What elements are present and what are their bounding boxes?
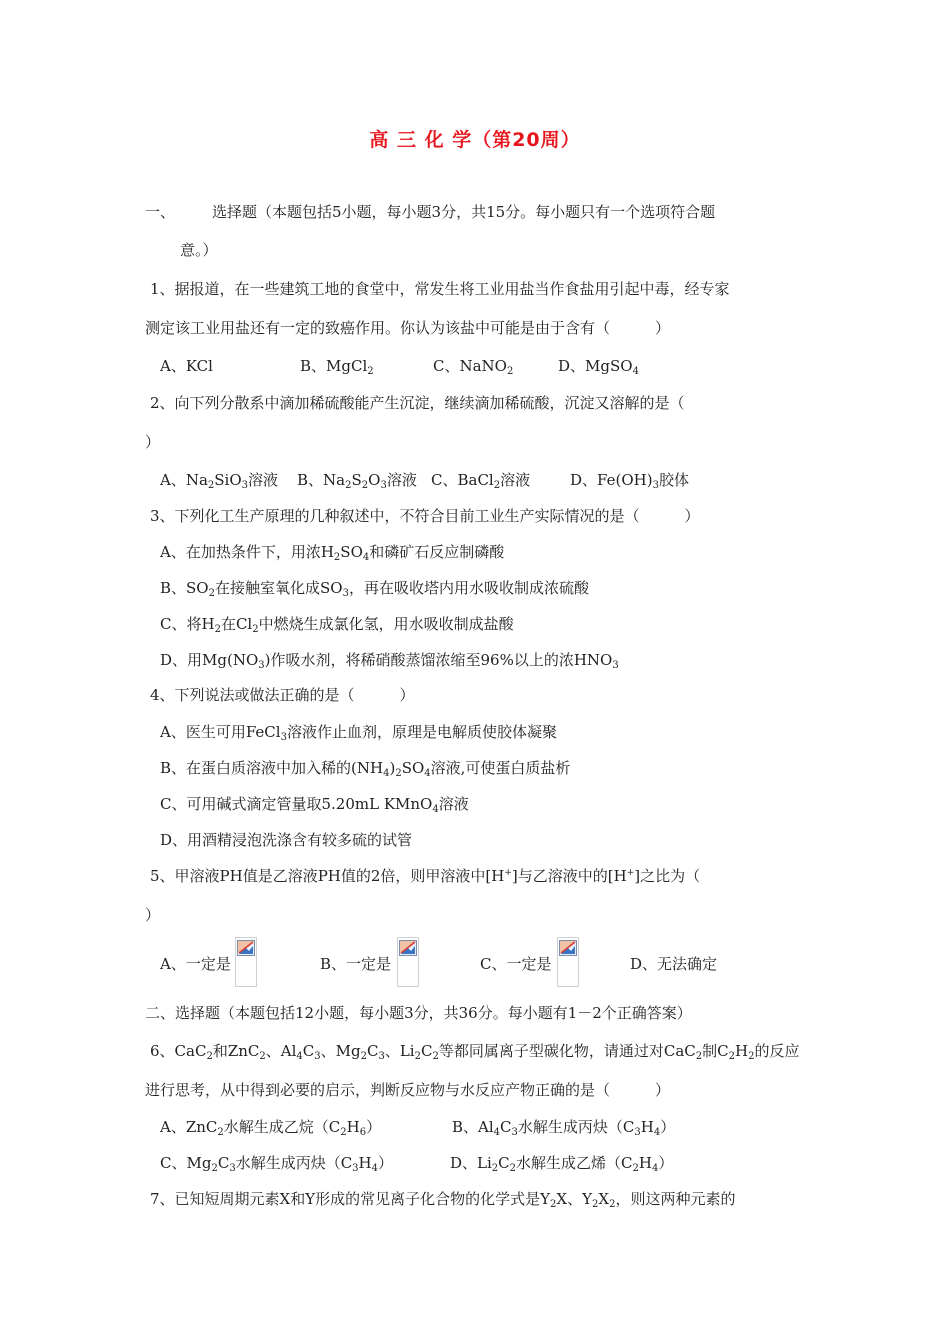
section1-heading: 选择题（本题包括5小题，每小题3分，共15分。每小题只有一个选项符合题 [212, 203, 716, 221]
q6-stem-line2: 进行思考，从中得到必要的启示，判断反应物与水反应产物正确的是（ ） [145, 1081, 671, 1099]
q3-option-d: D、用$Mg(NO_3)$作吸水剂，将稀硝酸蒸馏浓缩至96%以上的浓$HNO_3$ [160, 651, 619, 671]
q1-option-a: A、KCl [160, 357, 213, 375]
q1-stem-line2: 测定该工业用盐还有一定的致癌作用。你认为该盐中可能是由于含有（ ） [145, 319, 671, 337]
q3-stem: 3、下列化工生产原理的几种叙述中，不符合目前工业生产实际情况的是（ ） [150, 507, 700, 525]
section1-number: 一、 [145, 203, 176, 221]
q2-stem-line1: 2、向下列分散系中滴加稀硫酸能产生沉淀，继续滴加稀硫酸，沉淀又溶解的是（ [150, 394, 685, 412]
q2-option-b: B、$Na_2S_2O_3$溶液 [297, 471, 417, 491]
q5-option-b: B、一定是 [320, 955, 392, 973]
q5-option-c: C、一定是 [480, 955, 552, 973]
q7-stem-line1: 7、已知短周期元素X和Y形成的常见离子化合物的化学式是$Y_2X$、$Y_2X_2$，则这两种元素的 [150, 1190, 736, 1210]
q2-options [160, 470, 760, 492]
q1-stem-line1: 1、据报道，在一些建筑工地的食堂中，常发生将工业用盐当作食盐用引起中毒，经专家 [150, 280, 730, 298]
q4-option-a: A、医生可用FeCl$_3$溶液作止血剂，原理是电解质使胶体凝聚 [160, 723, 557, 743]
q6-stem-line1: 6、CaC$_2$和ZnC$_2$、$Al_4C_3$、$Mg_2C_3$、$Li_2C_2$等都同属离子型碳化物，请通过对CaC$_2$制$C_2H_2$的反应 [150, 1042, 800, 1062]
q2-option-c: C、BaCl$_2$溶液 [431, 471, 531, 491]
q3-option-a: A、在加热条件下，用浓$H_2SO_4$和磷矿石反应制磷酸 [160, 543, 505, 563]
q6-options-row2 [160, 1153, 780, 1175]
q5-option-a: A、一定是 [160, 955, 231, 973]
section2-heading: 二、选择题（本题包括12小题，每小题3分，共36分。每小题有1－2个正确答案） [145, 1004, 692, 1022]
q6-option-a: A、ZnC$_2$水解生成乙烷$(C_2H_6)$ [160, 1118, 382, 1138]
page-title: 高 三 化 学（第20周） [369, 129, 581, 151]
q6-options-row1 [160, 1117, 780, 1139]
q6-option-b: B、$Al_4C_3$水解生成丙炔$(C_3H_4)$ [452, 1118, 676, 1138]
q6-option-c: C、$Mg_2C_3$水解生成丙炔$(C_3H_4)$ [160, 1154, 394, 1174]
q1-option-c: C、NaNO$_2$ [433, 357, 514, 377]
q4-option-c: C、可用碱式滴定管量取5.20mL KMnO$_4$溶液 [160, 795, 469, 815]
q5-option-d: D、无法确定 [630, 955, 718, 973]
q1-option-b: B、MgCl$_2$ [300, 357, 374, 377]
q1-option-d: D、MgSO$_4$ [558, 357, 639, 377]
q4-option-d: D、用酒精浸泡洗涤含有较多硫的试管 [160, 831, 413, 849]
broken-image-icon [557, 937, 579, 987]
section1-heading-cont: 意。） [180, 241, 218, 259]
q5-options [160, 944, 780, 994]
q3-option-b: B、$SO_2$在接触室氧化成$SO_3$，再在吸收塔内用水吸收制成浓硫酸 [160, 579, 589, 599]
q1-options [160, 356, 760, 378]
q5-stem-line2: ） [145, 906, 161, 924]
broken-image-icon [235, 937, 257, 987]
q5-stem-line1: 5、甲溶液PH值是乙溶液PH值的2倍，则甲溶液中[H+]与乙溶液中的[H+]之比为（ [150, 867, 701, 885]
q2-option-d: D、$Fe(OH)_3$胶体 [570, 471, 689, 491]
q2-stem-line2: ） [145, 433, 161, 451]
q3-option-c: C、将$H_2$在$Cl_2$中燃烧生成氯化氢，用水吸收制成盐酸 [160, 615, 514, 635]
broken-image-icon [397, 937, 419, 987]
q6-option-d: D、$Li_2C_2$水解生成乙烯$(C_2H_4)$ [450, 1154, 674, 1174]
q4-option-b: B、在蛋白质溶液中加入稀的$(NH_4)_2SO_4$溶液,可使蛋白质盐析 [160, 759, 571, 779]
q4-stem: 4、下列说法或做法正确的是（ ） [150, 686, 415, 704]
q2-option-a: A、$Na_2SiO_3$溶液 [160, 471, 279, 491]
